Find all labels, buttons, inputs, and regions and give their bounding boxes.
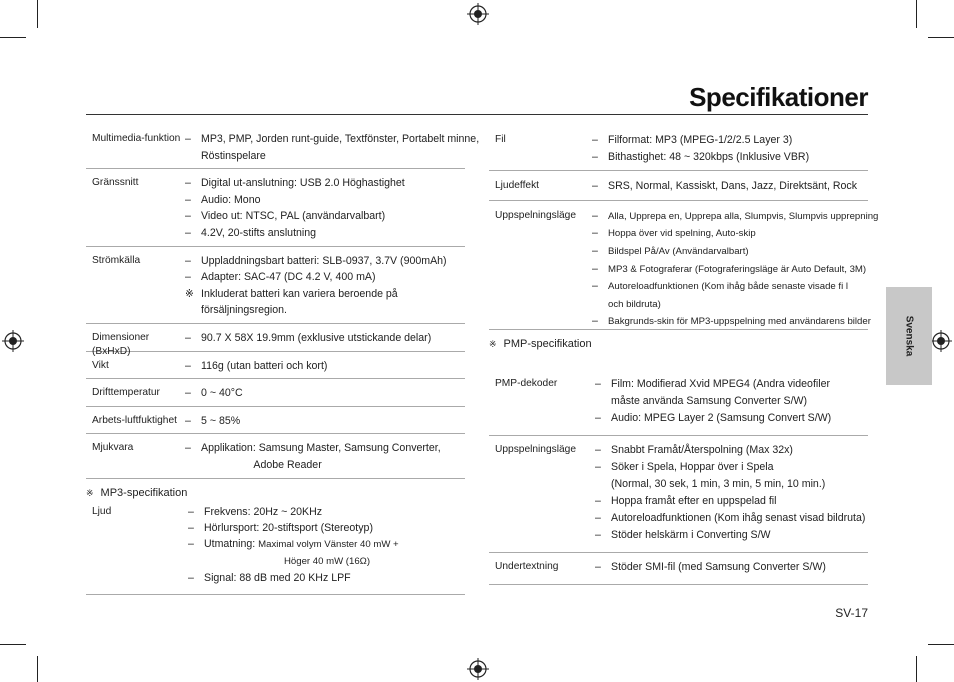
crop-mark	[0, 37, 26, 38]
spec-label: Uppspelningsläge	[495, 209, 576, 221]
spec-text: SRS, Normal, Kassiskt, Dans, Jazz, Direktsänt, Rock	[608, 180, 858, 193]
spec-text: Filformat: MP3 (MPEG-1/2/2.5 Layer 3)	[608, 134, 793, 146]
bullet: –	[595, 560, 601, 573]
spec-line	[185, 457, 441, 474]
spec-line	[592, 296, 878, 314]
spec-line	[595, 459, 865, 476]
spec-value	[592, 178, 857, 195]
spec-label: Uppspelningsläge	[495, 443, 576, 455]
spec-label: Drifttemperatur	[92, 387, 160, 399]
spec-label: Fil	[495, 134, 506, 145]
spec-text: 116g (utan batteri och kort)	[201, 359, 328, 372]
spec-label: Strömkälla	[92, 254, 141, 266]
spec-line	[185, 440, 441, 457]
crop-mark	[928, 644, 954, 645]
spec-text: Applikation: Samsung Master, Samsung Converter,	[201, 442, 441, 455]
spec-text: Stöder helskärm i Converting S/W	[611, 528, 771, 541]
spec-line	[592, 313, 878, 331]
spec-line	[595, 393, 831, 410]
spec-line	[185, 148, 479, 165]
spec-line	[592, 278, 878, 296]
crop-mark	[37, 656, 38, 682]
spec-text: Frekvens: 20Hz ~ 20KHz	[204, 505, 323, 518]
spec-text-small: Maximal volym Vänster 40 mW +	[258, 538, 399, 550]
spec-label: Dimensioner (BxHxD)	[92, 331, 150, 357]
bullet: –	[592, 150, 598, 163]
section-note-text: MP3-specifikation	[100, 486, 188, 499]
note-mark-icon: ※	[489, 338, 497, 349]
spec-line	[595, 476, 865, 493]
spec-text: Utmatning:	[204, 537, 259, 550]
spec-text: Stöder SMI-fil (med Samsung Converter S/W)	[611, 560, 826, 573]
spec-text: MP3, PMP, Jorden runt-guide, Textfönster, Portabelt minne,	[201, 133, 480, 145]
spec-line	[185, 330, 431, 347]
bullet: –	[188, 505, 194, 518]
spec-line	[185, 175, 405, 192]
spec-line	[185, 413, 240, 430]
section-note	[489, 330, 868, 370]
spec-row	[489, 171, 868, 201]
bullet: –	[592, 180, 598, 193]
spec-row	[86, 247, 465, 324]
spec-label: PMP-dekoder	[495, 377, 558, 389]
spec-row	[86, 407, 465, 435]
spec-value	[185, 385, 243, 402]
spec-row	[489, 370, 868, 436]
spec-text: Adobe Reader	[201, 458, 322, 471]
spec-value	[185, 131, 479, 164]
spec-value	[185, 253, 447, 319]
spec-text: Söker i Spela, Hoppar över i Spela	[611, 460, 774, 473]
spec-line	[185, 269, 447, 286]
bullet: –	[185, 254, 191, 267]
bullet: –	[592, 280, 598, 293]
bullet: –	[595, 494, 601, 507]
crop-mark	[916, 656, 917, 682]
spec-text: Audio: MPEG Layer 2 (Samsung Convert S/W)	[611, 411, 832, 424]
spec-value	[595, 559, 826, 576]
spec-row	[86, 169, 465, 246]
spec-text: 0 ~ 40°C	[201, 387, 243, 400]
spec-value	[185, 175, 405, 241]
spec-line	[595, 510, 865, 527]
spec-line	[185, 192, 405, 209]
spec-text: Audio: Mono	[201, 193, 261, 206]
spec-line	[188, 570, 399, 586]
spec-row	[86, 434, 465, 478]
bullet: –	[595, 528, 601, 541]
spec-text: Röstinspelare	[201, 149, 266, 162]
bullet: –	[185, 177, 191, 190]
spec-text-small: Bakgrunds-skin för MP3-uppspelning med användarens bilder	[608, 316, 871, 328]
spec-line	[185, 358, 327, 375]
spec-label: Multimedia-funktion	[92, 133, 181, 144]
spec-text: Hörlursport: 20-stiftsport (Stereotyp)	[204, 521, 373, 534]
spec-text: Film: Modifierad Xvid MPEG4 (Andra videofiler	[611, 377, 831, 390]
bullet: –	[185, 133, 191, 145]
spec-text: Adapter: SAC-47 (DC 4.2 V, 400 mA)	[201, 271, 376, 284]
bullet: ※	[185, 287, 194, 300]
spec-line	[595, 527, 865, 544]
title-rule	[86, 114, 868, 115]
bullet: –	[592, 244, 598, 257]
spec-text: 5 ~ 85%	[201, 414, 241, 427]
spec-line	[592, 149, 809, 166]
bullet: –	[595, 460, 601, 473]
spec-text-small: MP3 & Fotograferar (Fotograferingsläge är Auto Default, 3M)	[608, 263, 867, 275]
bullet: –	[185, 210, 191, 223]
section-note-text: PMP-specifikation	[503, 337, 592, 350]
spec-label: Vikt	[92, 359, 109, 371]
spec-value	[185, 358, 327, 375]
spec-row	[86, 379, 465, 407]
spec-line	[595, 493, 865, 510]
spec-line	[592, 132, 809, 149]
bullet: –	[185, 359, 191, 372]
crop-mark	[916, 0, 917, 28]
bullet: –	[595, 411, 601, 424]
spec-label: Ljud	[92, 505, 112, 517]
spec-text: Signal: 88 dB med 20 KHz LPF	[204, 572, 351, 585]
spec-line	[595, 442, 865, 459]
spec-text: måste använda Samsung Converter S/W)	[611, 394, 808, 407]
bullet: –	[185, 271, 191, 284]
bullet: –	[188, 521, 194, 534]
page-number: SV-17	[835, 606, 868, 620]
language-tab	[886, 287, 932, 385]
left-column	[86, 125, 480, 595]
spec-label: Arbets-luftfuktighet	[92, 414, 177, 426]
spec-text: Uppladdningsbart batteri: SLB-0937, 3.7V (900mAh)	[201, 254, 447, 267]
spec-label: Gränssnitt	[92, 177, 139, 189]
spec-label: Undertextning	[495, 560, 559, 572]
bullet: –	[592, 315, 598, 328]
spec-text-small: Höger 40 mW (16Ω)	[204, 556, 371, 568]
bullet: –	[592, 134, 598, 146]
spec-row	[86, 324, 465, 357]
registration-mark-icon	[467, 3, 489, 25]
spec-text: (Normal, 30 sek, 1 min, 3 min, 5 min, 10 min.)	[611, 477, 826, 490]
spec-text-small: Alla, Upprepa en, Upprepa alla, Slumpvis, Slumpvis upprepning	[608, 210, 879, 222]
bullet: –	[185, 442, 191, 455]
spec-line	[592, 261, 878, 279]
spec-line	[592, 178, 857, 195]
spec-text: 90.7 X 58X 19.9mm (exklusive utstickande delar)	[201, 331, 432, 344]
registration-mark-icon	[2, 330, 24, 352]
spec-value	[185, 440, 441, 473]
crop-mark	[928, 37, 954, 38]
bullet: –	[185, 193, 191, 206]
spec-value	[592, 208, 878, 331]
spec-line	[592, 243, 878, 261]
spec-line	[185, 302, 447, 319]
spec-text-small: och bildruta)	[608, 298, 661, 310]
spec-row	[489, 436, 868, 553]
spec-label: Ljudeffekt	[495, 180, 539, 192]
spec-line	[595, 410, 831, 427]
spec-text-small: Hoppa över vid spelning, Auto-skip	[608, 228, 756, 240]
spec-row	[86, 352, 465, 380]
spec-text: Snabbt Framåt/Återspolning (Max 32x)	[611, 443, 793, 456]
spec-line	[188, 504, 399, 520]
spec-value	[185, 330, 431, 347]
note-mark-icon: ※	[86, 487, 94, 498]
bullet: –	[185, 387, 191, 400]
spec-line	[188, 520, 399, 536]
bullet: –	[592, 262, 598, 275]
spec-line	[185, 131, 479, 148]
spec-text: Hoppa framåt efter en uppspelad fil	[611, 494, 777, 507]
spec-value	[185, 413, 240, 430]
spec-line	[185, 225, 405, 242]
spec-label: Mjukvara	[92, 442, 134, 454]
spec-line	[592, 225, 878, 243]
spec-text: Inkluderat batteri kan variera beroende på	[201, 287, 398, 300]
spec-value	[595, 376, 831, 427]
registration-mark-icon	[930, 330, 952, 352]
spec-line	[595, 376, 831, 393]
bullet: –	[185, 331, 191, 344]
spec-text: Autoreloadfunktionen (Kom ihåg senast visad bildruta)	[611, 511, 866, 524]
bullet: –	[592, 227, 598, 240]
spec-text: Bithastighet: 48 ~ 320kbps (Inklusive VBR)	[608, 150, 810, 163]
spec-value	[592, 132, 809, 165]
spec-text: 4.2V, 20-stifts anslutning	[201, 226, 317, 239]
bullet: –	[185, 226, 191, 239]
spec-line	[185, 208, 405, 225]
bullet: –	[595, 511, 601, 524]
spec-text: Digital ut-anslutning: USB 2.0 Höghastighet	[201, 177, 405, 190]
spec-row	[86, 125, 480, 169]
spec-line	[595, 559, 826, 576]
bullet: –	[592, 209, 598, 222]
bullet: –	[595, 443, 601, 456]
spec-line	[185, 286, 447, 303]
spec-row	[489, 125, 868, 171]
spec-line	[188, 553, 399, 570]
spec-value	[595, 442, 865, 544]
spec-text-small: Bildspel På/Av (Användarvalbart)	[608, 245, 749, 257]
spec-line	[185, 385, 243, 402]
spec-row	[86, 501, 465, 595]
bullet: –	[188, 572, 194, 585]
language-tab-label: Svenska	[903, 315, 915, 357]
spec-row	[489, 201, 879, 330]
crop-mark	[0, 644, 26, 645]
crop-mark	[37, 0, 38, 28]
spec-line	[185, 253, 447, 270]
section-note	[86, 479, 465, 501]
bullet: –	[185, 414, 191, 427]
spec-row	[489, 553, 868, 585]
spec-value	[188, 504, 399, 587]
spec-line	[592, 208, 878, 226]
bullet: –	[188, 537, 194, 550]
spec-text: försäljningsregion.	[201, 304, 287, 317]
bullet: –	[595, 377, 601, 390]
page-title: Specifikationer	[689, 82, 868, 112]
spec-text: Video ut: NTSC, PAL (användarvalbart)	[201, 210, 386, 223]
registration-mark-icon	[467, 658, 489, 680]
spec-line	[188, 536, 399, 553]
spec-text-small: Autoreloadfunktionen (Kom ihåg både senaste visade fi l	[608, 281, 848, 293]
right-column	[489, 125, 879, 585]
